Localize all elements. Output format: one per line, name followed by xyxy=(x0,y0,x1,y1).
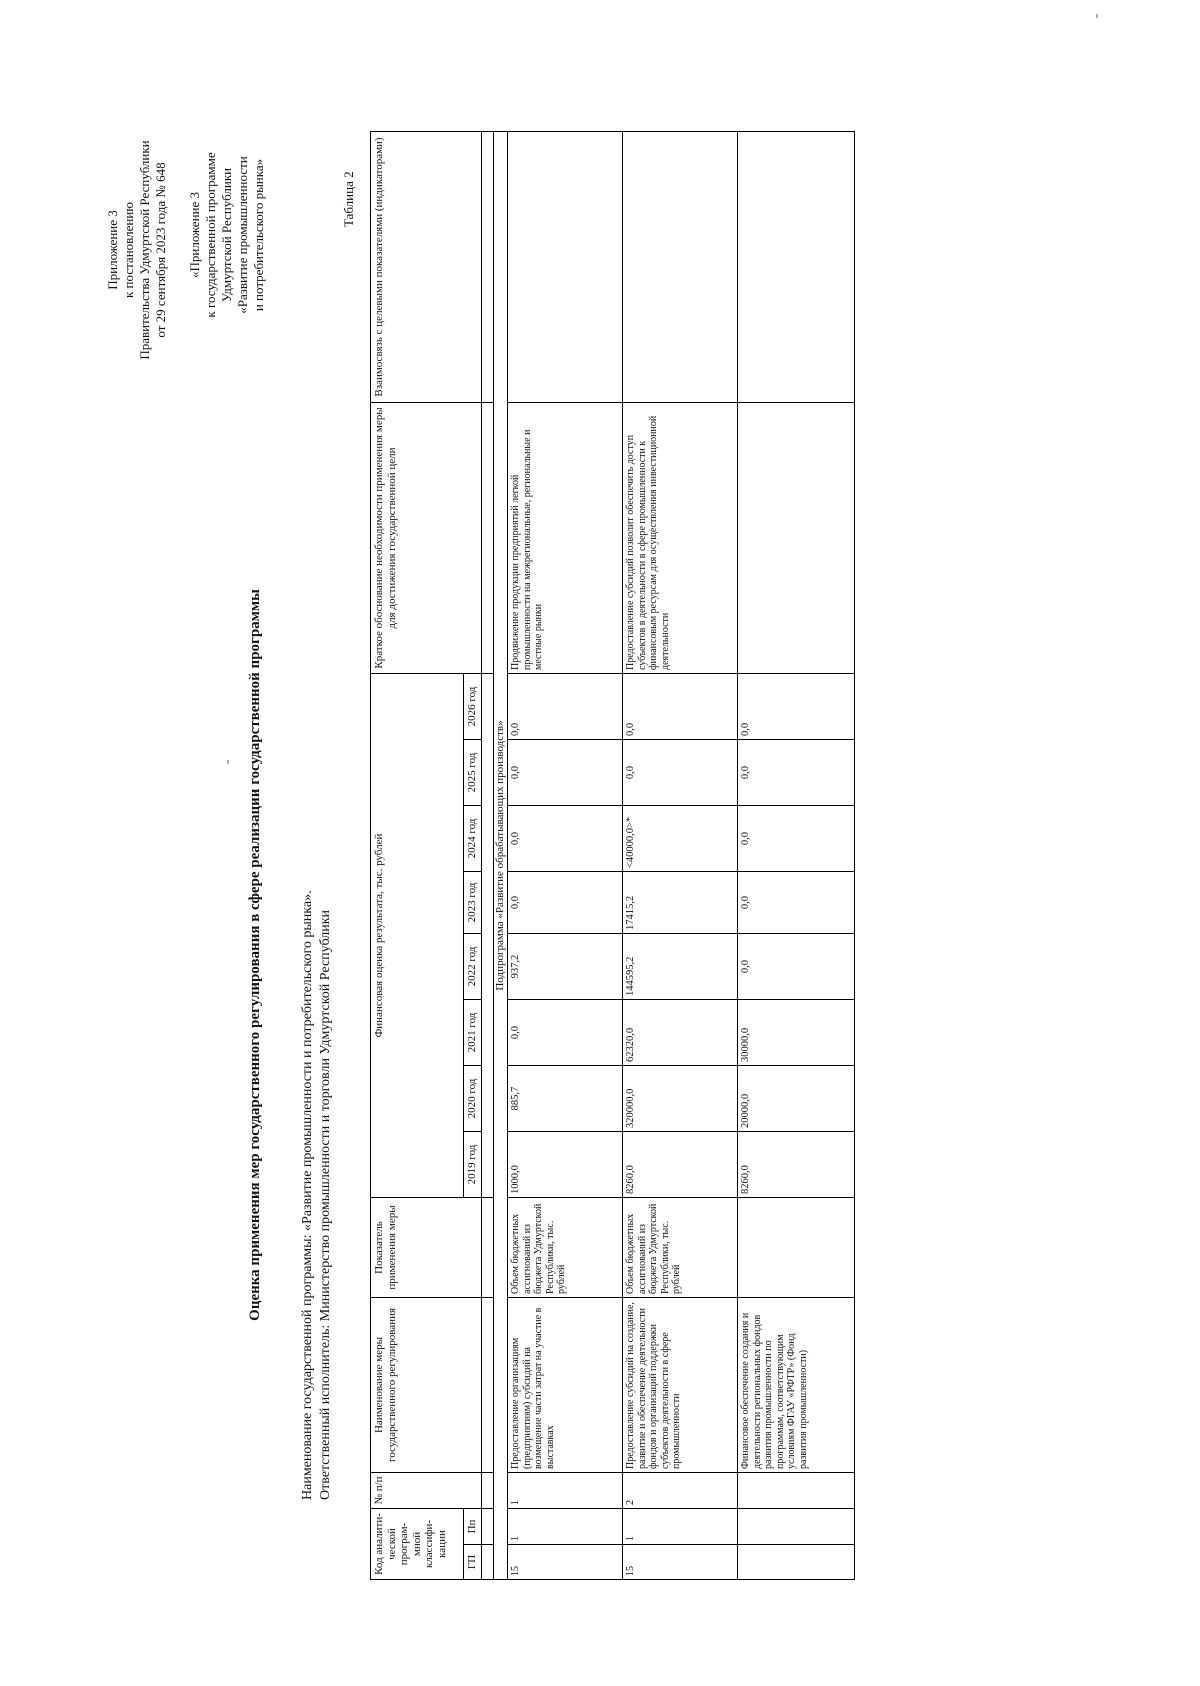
cell-value: 0,0 xyxy=(738,934,855,1000)
cell-pp: 1 xyxy=(508,1509,623,1545)
cell-justification: Предоставление субсидий позволит обеспечить доступ субъектов в деятельности в сфере промышленности к финансовым ресурсам для осуществления инвестиционной деятельности xyxy=(623,403,738,674)
cell-value: 0,0 xyxy=(738,806,855,872)
cell-pp: 1 xyxy=(623,1509,738,1545)
header-year: 2021 год xyxy=(464,1000,482,1066)
table-cell xyxy=(481,674,493,1198)
program-appendix-header xyxy=(187,85,267,385)
header-num: № п/п xyxy=(371,1473,482,1509)
header-year: 2020 год xyxy=(464,1066,482,1132)
cell-gp: 15 xyxy=(623,1545,738,1580)
header-pp: Пп xyxy=(464,1509,482,1545)
subprogram-row xyxy=(493,132,508,1580)
cell-measure-name: Финансовое обеспечение создания и деятельности региональных фондов развития промышленности по программам, соответствующим условиям ФГАУ «РФТР» (Фонд развития промышленности) xyxy=(738,1298,855,1473)
cell-value: 885,7 xyxy=(508,1066,623,1132)
table-cell xyxy=(481,1545,493,1580)
header-line: «Развитие промышленности xyxy=(235,156,250,314)
table-row xyxy=(508,132,623,1580)
cell-value: 0,0 xyxy=(508,674,623,740)
header-year: 2026 год xyxy=(464,674,482,740)
header-measure-name: Наименование меры государственного регулирования xyxy=(371,1298,482,1473)
cell-value: 8260,0 xyxy=(738,1132,855,1198)
header-year: 2019 год xyxy=(464,1132,482,1198)
cell-value: 0,0 xyxy=(738,740,855,806)
header-line: к постановлению xyxy=(121,201,136,299)
header-year: 2024 год xyxy=(464,806,482,872)
table-cell xyxy=(481,403,493,674)
cell-value: 144595,2 xyxy=(623,934,738,1000)
header-row xyxy=(371,132,464,1580)
document-title: Оценка применения мер государственного регулирования в сфере реализации государственной программы xyxy=(247,589,263,1321)
header-code: Код аналити-ческой програм-мной классифи-кации xyxy=(371,1509,464,1580)
header-line: от 29 сентября 2023 года № 648 xyxy=(153,162,168,338)
cell-value: 320000,0 xyxy=(623,1066,738,1132)
cell-pp xyxy=(738,1509,855,1545)
cell-value: 30000,0 xyxy=(738,1000,855,1066)
scan-artifact xyxy=(1096,14,1098,18)
cell-measure-name: Предоставление организациям (предприятиям) субсидий на возмещение части затрат на участие в выставках xyxy=(508,1298,623,1473)
header-justification: Краткое обоснование необходимости применения меры для достижения государственной цели xyxy=(371,403,482,674)
cell-value: 0,0 xyxy=(623,674,738,740)
cell-relationship xyxy=(623,132,738,403)
cell-num: 1 xyxy=(508,1473,623,1509)
cell-value: 0,0 xyxy=(508,1000,623,1066)
cell-num xyxy=(738,1473,855,1509)
table-cell xyxy=(481,1298,493,1473)
table-cell xyxy=(481,132,493,403)
cell-justification: Продвижение продукции предприятий легкой промышленности на межрегиональные, региональные и местные рынки xyxy=(508,403,623,674)
cell-value: 0,0 xyxy=(508,872,623,934)
table-row xyxy=(738,132,855,1580)
cell-gp: 15 xyxy=(508,1545,623,1580)
table-cell xyxy=(481,1509,493,1545)
cell-indicator: Объем бюджетных ассигнований из бюджета Удмуртской Республики, тыс. рублей xyxy=(623,1198,738,1298)
cell-relationship xyxy=(738,132,855,403)
table-label: Таблица 2 xyxy=(341,171,356,227)
header-line: Правительства Удмуртской Республики xyxy=(137,140,152,360)
table-row xyxy=(623,132,738,1580)
cell-value: 0,0 xyxy=(508,806,623,872)
header-financial: Финансовая оценка результата, тыс. рублей xyxy=(371,674,464,1198)
cell-value: 20000,0 xyxy=(738,1066,855,1132)
cell-value: 0,0 xyxy=(508,740,623,806)
header-year: 2025 год xyxy=(464,740,482,806)
program-name-line: Наименование государственной программы: «Развитие промышленности и потребительского рынка». xyxy=(300,890,315,1500)
table-cell xyxy=(481,1473,493,1509)
appendix-header xyxy=(105,100,169,400)
cell-justification xyxy=(738,403,855,674)
header-line: «Приложение 3 xyxy=(187,191,202,279)
rotated-page xyxy=(25,20,1165,1620)
cell-value: 0,0 xyxy=(738,872,855,934)
cell-indicator: Объем бюджетных ассигнований из бюджета Удмуртской Республики, тыс. рублей xyxy=(508,1198,623,1298)
cell-indicator xyxy=(738,1198,855,1298)
cell-relationship xyxy=(508,132,623,403)
header-relationship: Взаимосвязь с целевыми показателями (индикаторами) xyxy=(371,132,482,403)
empty-separator-row xyxy=(481,132,493,1580)
cell-value: 17415,2 xyxy=(623,872,738,934)
header-gp: ГП xyxy=(464,1545,482,1580)
cell-num: 2 xyxy=(623,1473,738,1509)
cell-value: 1000,0 xyxy=(508,1132,623,1198)
cell-value: 0,0 xyxy=(738,674,855,740)
header-line: к государственной программе xyxy=(203,152,218,318)
cell-value: 0,0 xyxy=(623,740,738,806)
subprogram-title: Подпрограмма «Развитие обрабатывающих производств» xyxy=(493,132,508,1580)
cell-value: 8260,0 xyxy=(623,1132,738,1198)
header-line: Приложение 3 xyxy=(105,210,120,290)
header-year: 2023 год xyxy=(464,872,482,934)
header-line: Удмуртской Республики xyxy=(219,167,234,303)
table-cell xyxy=(481,1198,493,1298)
header-indicator: Показатель применения меры xyxy=(371,1198,482,1298)
cell-measure-name: Предоставление субсидий на создание, развитие и обеспечение деятельности фондов и организаций поддержки субъектов деятельности в сфере промышленности xyxy=(623,1298,738,1473)
cell-value: <40000,0>* xyxy=(623,806,738,872)
header-line: и потребительского рынка» xyxy=(251,158,266,312)
measures-table xyxy=(370,131,855,1580)
header-year: 2022 год xyxy=(464,934,482,1000)
cell-value: 62320,0 xyxy=(623,1000,738,1066)
cell-value: 937,2 xyxy=(508,934,623,1000)
executor-line: Ответственный исполнитель: Министерство промышленности и торговли Удмуртской Республики xyxy=(318,909,333,1500)
cell-gp xyxy=(738,1545,855,1580)
